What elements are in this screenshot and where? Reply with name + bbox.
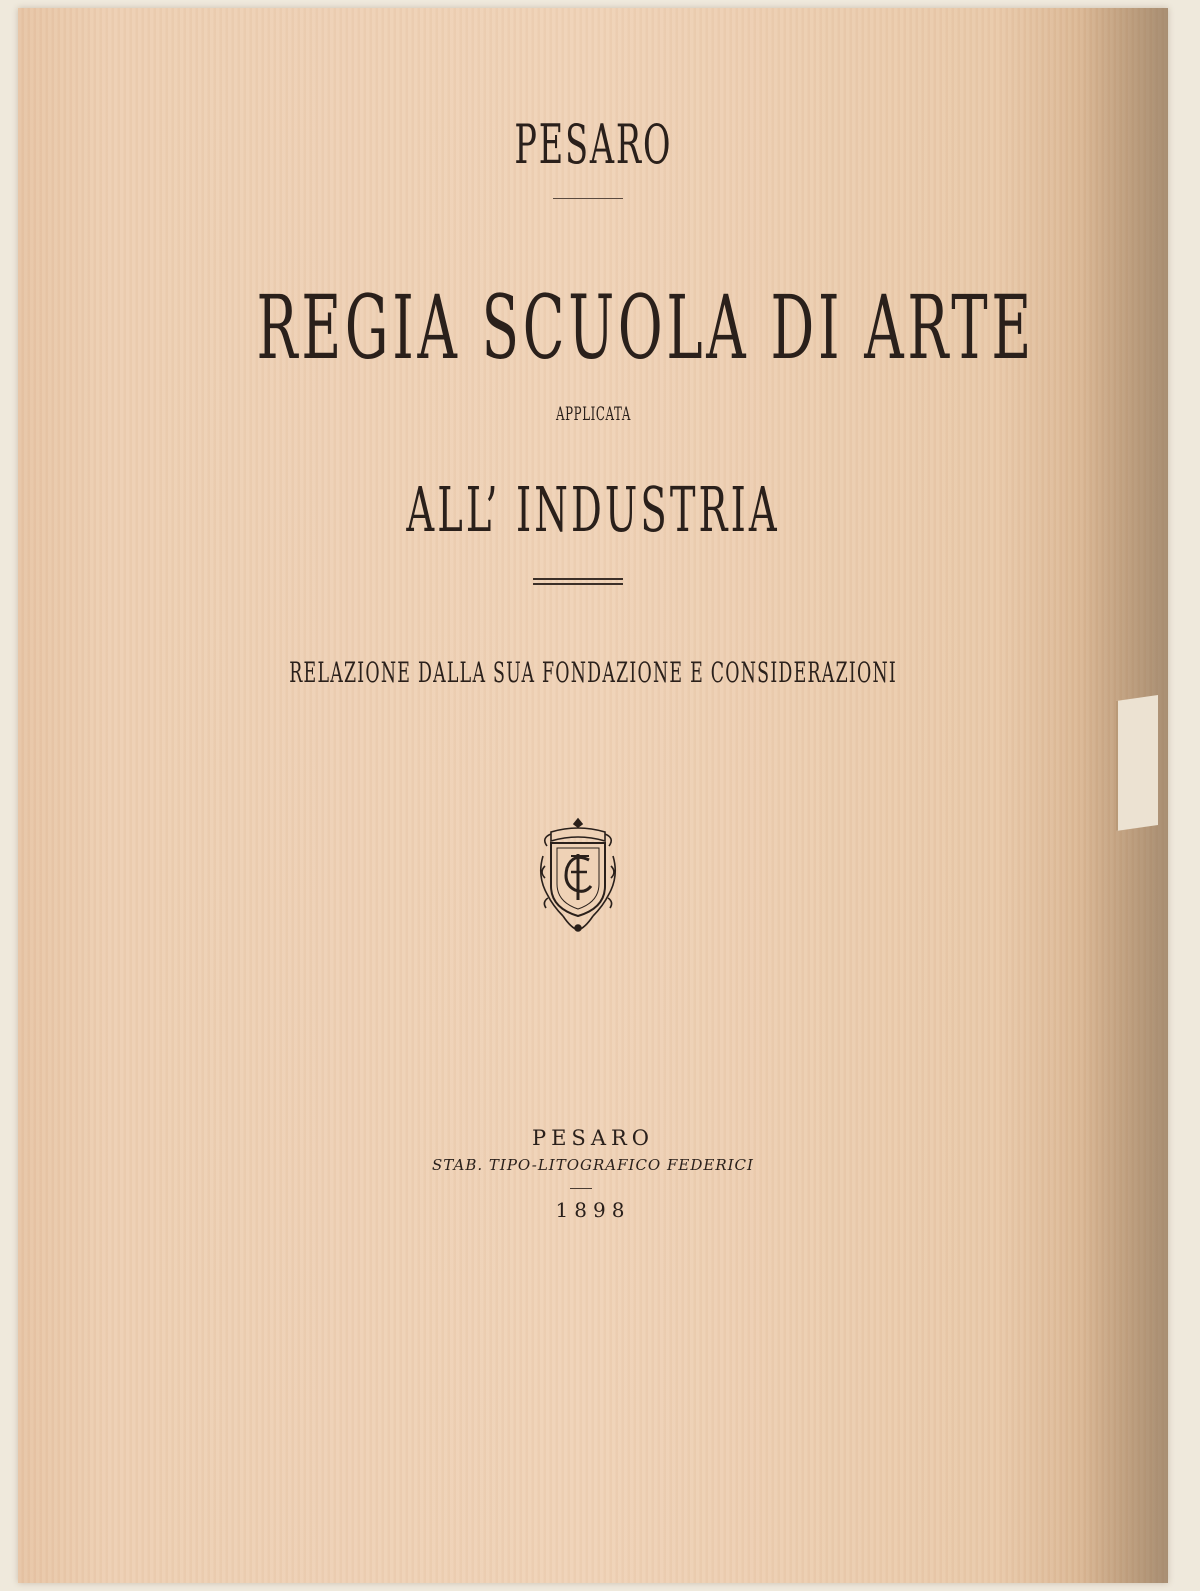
description [18, 656, 1168, 689]
imprint-year [18, 1198, 1168, 1222]
imprint-printer [18, 1156, 1168, 1174]
city-heading [18, 113, 1168, 176]
imprint-city-text: PESARO [531, 1126, 655, 1150]
book-title [18, 276, 1168, 379]
city-heading-text: PESARO [514, 113, 672, 176]
subtitle-large [18, 473, 1168, 546]
short-rule [553, 198, 623, 199]
book-title-text: REGIA SCUOLA DI ARTE [256, 276, 1035, 379]
imprint-year-text: 1898 [555, 1198, 631, 1222]
double-rule [533, 578, 623, 585]
subtitle-small [18, 403, 1168, 425]
description-text: RELAZIONE DALLA SUA FONDAZIONE E CONSIDERAZIONI [289, 656, 897, 689]
imprint-city [18, 1126, 1168, 1150]
imprint-rule [570, 1188, 592, 1189]
book-cover-page [18, 8, 1168, 1583]
subtitle-large-text: ALL’ INDUSTRIA [406, 473, 780, 546]
torn-edge [1116, 695, 1158, 831]
imprint-printer-text: STAB. TIPO-LITOGRAFICO FEDERICI [432, 1156, 754, 1174]
monogram-shield-emblem-icon [533, 816, 623, 934]
subtitle-small-text: APPLICATA [555, 403, 631, 425]
